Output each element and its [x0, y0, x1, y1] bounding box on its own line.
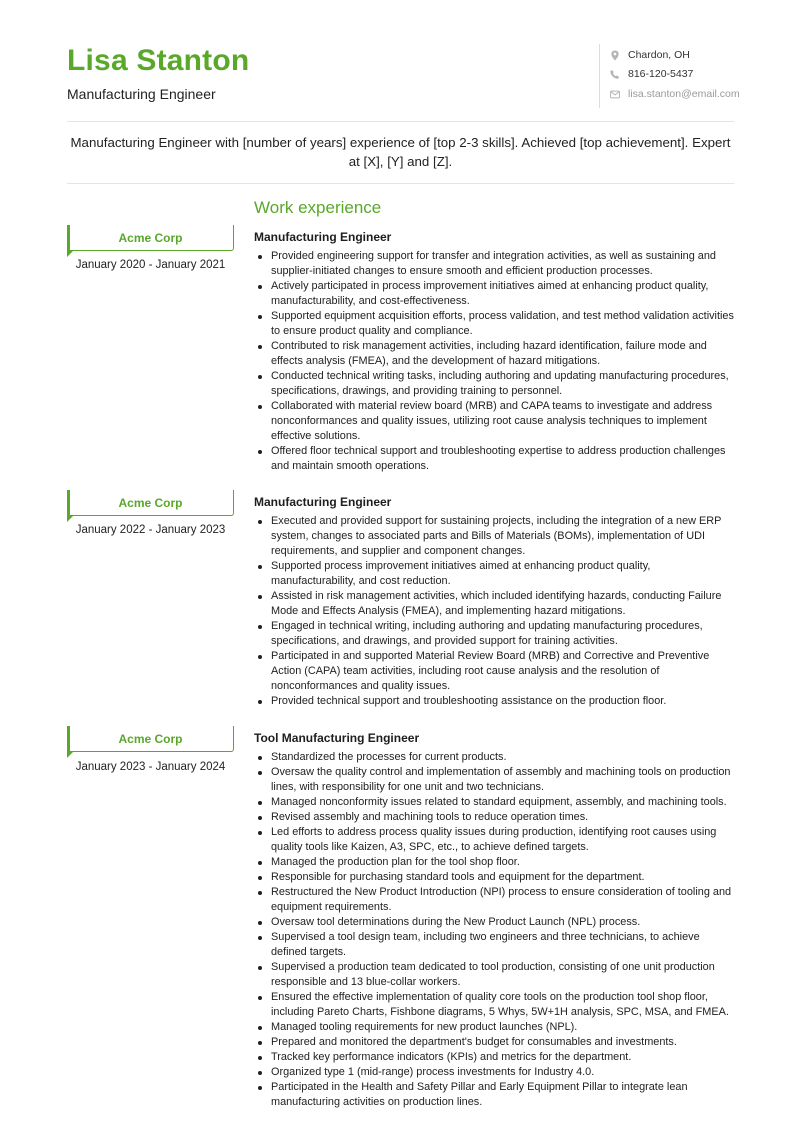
bullet-item: Organized type 1 (mid-range) process investments for Industry 4.0.	[254, 1065, 734, 1080]
envelope-icon	[610, 89, 620, 100]
job-title: Tool Manufacturing Engineer	[254, 731, 420, 745]
job-title-headline: Manufacturing Engineer	[67, 86, 216, 102]
bullet-item: Responsible for purchasing standard tools and equipment for the department.	[254, 870, 734, 885]
bullet-item: Participated in the Health and Safety Pillar and Early Equipment Pillar to integrate lean manufacturing activities on production lines.	[254, 1080, 734, 1110]
bullet-item: Ensured the effective implementation of quality core tools on the production tool shop floor, including Pareto Charts, Fishbone diagrams, 5 Whys, 5W+1H analysis, SPC, MSA, and FMEA.	[254, 990, 734, 1020]
bullet-item: Executed and provided support for sustaining projects, including the integration of a new ERP system, changes to associated parts and Bills of Materials (BOMs), implementation of UDI requirements, and supplier and component changes.	[254, 514, 734, 559]
section-title-work: Work experience	[254, 198, 382, 217]
bullet-item: Engaged in technical writing, including authoring and updating manufacturing procedures, specifications, and drawings, and provided support for training activities.	[254, 619, 734, 649]
bullet-item: Provided technical support and troubleshooting assistance on the production floor.	[254, 694, 734, 709]
bullet-item: Managed tooling requirements for new product launches (NPL).	[254, 1020, 734, 1035]
bullet-item: Provided engineering support for transfer and integration activities, as well as sustaining and supplier-initiated changes to ensure smooth and efficient production processes.	[254, 249, 734, 279]
bullet-item: Oversaw the quality control and implementation of assembly and machining tools on production lines, with responsibility for one unit and two technicians.	[254, 765, 734, 795]
bullet-item: Supervised a production team dedicated to tool production, consisting of one unit production responsible and 13 blue-collar workers.	[254, 960, 734, 990]
contact-location	[610, 49, 690, 61]
job-bullets	[254, 249, 734, 474]
contact-block	[599, 44, 739, 108]
job-dates: January 2022 - January 2023	[75, 524, 226, 536]
job-bullets	[254, 514, 734, 709]
candidate-name: Lisa Stanton	[67, 44, 250, 77]
summary-divider	[67, 183, 734, 184]
bullet-item: Supported equipment acquisition efforts, process validation, and test method validation activities to ensure product quality and compliance.	[254, 309, 734, 339]
job-title: Manufacturing Engineer	[254, 230, 392, 244]
phone-icon	[610, 69, 620, 80]
bullet-item: Prepared and monitored the department's budget for consumables and investments.	[254, 1035, 734, 1050]
location-pin-icon	[610, 50, 620, 61]
bullet-item: Tracked key performance indicators (KPIs) and metrics for the department.	[254, 1050, 734, 1065]
bullet-item: Offered floor technical support and troubleshooting expertise to address production challenges and maintain smooth operations.	[254, 444, 734, 474]
job-title: Manufacturing Engineer	[254, 495, 392, 509]
contact-phone	[610, 68, 693, 80]
bullet-item: Supervised a tool design team, including two engineers and three technicians, to achieve defined targets.	[254, 930, 734, 960]
summary-text: Manufacturing Engineer with [number of years] experience of [top 2-3 skills]. Achieved [top achievement]. Expert at [X], [Y] and [Z].	[70, 135, 731, 169]
bullet-item: Actively participated in process improvement initiatives aimed at enhancing product quality, manufacturability, and cost-effectiveness.	[254, 279, 734, 309]
header-divider	[67, 121, 734, 122]
phone-text: 816-120-5437	[628, 68, 694, 80]
bullet-item: Collaborated with material review board (MRB) and CAPA teams to investigate and address nonconformances and quality issues, utilizing root cause analysis techniques to implement effective solutions.	[254, 399, 734, 444]
contact-email[interactable]	[610, 88, 740, 100]
bullet-item: Contributed to risk management activities, including hazard identification, failure mode and effects analysis (FMEA), and the development of hazard mitigations.	[254, 339, 734, 369]
bullet-item: Conducted technical writing tasks, including authoring and updating manufacturing procedures, specifications, drawings, and providing training to personnel.	[254, 369, 734, 399]
bullet-item: Revised assembly and machining tools to reduce operation times.	[254, 810, 734, 825]
bullet-item: Standardized the processes for current products.	[254, 750, 734, 765]
company-tag: Acme Corp	[67, 726, 234, 752]
email-text[interactable]: lisa.stanton@email.com	[628, 88, 740, 100]
bullet-item: Oversaw tool determinations during the New Product Launch (NPL) process.	[254, 915, 734, 930]
bullet-item: Managed the production plan for the tool shop floor.	[254, 855, 734, 870]
bullet-item: Managed nonconformity issues related to standard equipment, assembly, and machining tools.	[254, 795, 734, 810]
bullet-item: Restructured the New Product Introduction (NPI) process to ensure consideration of tooling and equipment requirements.	[254, 885, 734, 915]
bullet-item: Led efforts to address process quality issues during production, identifying root causes using quality tools like Kaizen, A3, SPC, etc., to achieve defined targets.	[254, 825, 734, 855]
company-tag: Acme Corp	[67, 225, 234, 251]
bullet-item: Assisted in risk management activities, which included identifying hazards, conducting Failure Mode and Effects Analysis (FMEA), and implementing hazard mitigations.	[254, 589, 734, 619]
location-text: Chardon, OH	[628, 49, 690, 61]
bullet-item: Participated in and supported Material Review Board (MRB) and Corrective and Preventive Action (CAPA) team activities, including root cause analysis and the resolution of nonconformances and quality issues.	[254, 649, 734, 694]
job-dates: January 2020 - January 2021	[75, 259, 226, 271]
company-tag: Acme Corp	[67, 490, 234, 516]
job-bullets	[254, 750, 734, 1110]
job-dates: January 2023 - January 2024	[75, 761, 226, 773]
bullet-item: Supported process improvement initiatives aimed at enhancing product quality, manufacturability, and cost reduction.	[254, 559, 734, 589]
